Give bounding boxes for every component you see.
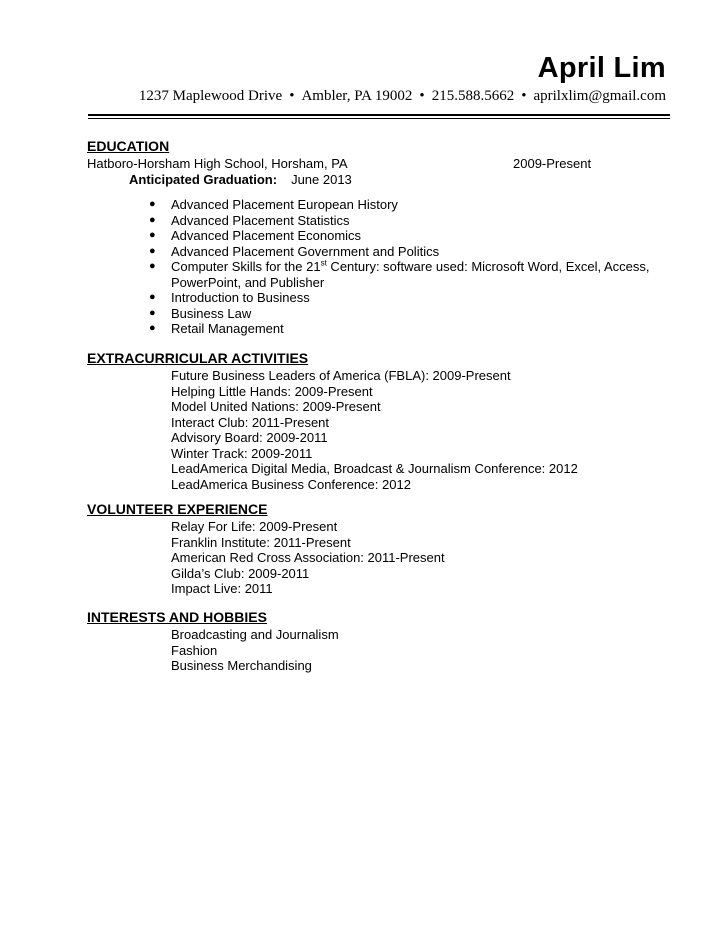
bullet-icon: ● [149, 198, 156, 210]
list-item: Relay For Life: 2009-Present [171, 519, 338, 534]
separator-bullet: • [521, 88, 527, 104]
list-item: Business Merchandising [171, 658, 312, 673]
list-item: Future Business Leaders of America (FBLA): 2009-Present [171, 368, 511, 383]
bullet-icon: ● [149, 244, 156, 257]
list-item: American Red Cross Association: 2011-Present [171, 550, 445, 565]
list-item: ● Business Law [149, 305, 252, 321]
list-item: ● Introduction to Business [149, 290, 310, 305]
list-item: Gilda’s Club: 2009-2011 [171, 565, 310, 581]
volunteer-list [171, 519, 445, 597]
interests-heading: INTERESTS AND HOBBIES [87, 609, 267, 625]
address: 1237 Maplewood Drive [138, 88, 283, 104]
superscript-st: st [320, 258, 327, 268]
list-item: ● Advanced Placement Government and Politics [149, 243, 440, 259]
list-item: Interact Club: 2011-Present [171, 414, 330, 430]
extracurricular-heading: EXTRACURRICULAR ACTIVITIES [87, 350, 309, 366]
city-state-zip: Ambler, PA 19002 [301, 88, 413, 104]
interests-list [171, 627, 339, 674]
bullet-icon: ● [149, 229, 156, 241]
bullet-icon: ● [149, 260, 156, 272]
list-item: Advisory Board: 2009-2011 [171, 430, 328, 445]
list-item: Broadcasting and Journalism [171, 627, 339, 642]
list-item: ● Advanced Placement Economics [149, 228, 362, 243]
separator-bullet: • [419, 88, 425, 104]
list-item: Impact Live: 2011 [171, 581, 273, 596]
phone: 215.588.5662 [431, 88, 515, 104]
list-item: LeadAmerica Business Conference: 2012 [171, 476, 411, 492]
email: aprilxlim@gmail.com [533, 88, 666, 104]
school-dates: 2009-Present [513, 156, 592, 171]
list-item: ● Computer Skills for the 21st Century: software used: Microsoft Word, Excel, Access, PowerPoint, and Publisher [149, 258, 650, 290]
contact-line [139, 88, 666, 105]
graduation-label: Anticipated Graduation: [129, 172, 278, 187]
list-item: Model United Nations: 2009-Present [171, 399, 381, 414]
list-item: ● Advanced Placement European History [149, 197, 398, 212]
list-item: Helping Little Hands: 2009-Present [171, 383, 373, 399]
list-item: LeadAmerica Digital Media, Broadcast & Journalism Conference: 2012 [171, 461, 578, 476]
list-item: ● Advanced Placement Statistics [149, 212, 350, 228]
bullet-icon: ● [149, 322, 156, 334]
bullet-icon: ● [149, 306, 156, 319]
extracurricular-list [171, 368, 578, 492]
candidate-name: April Lim [537, 52, 666, 84]
header-rule [88, 114, 670, 119]
bullet-icon: ● [149, 291, 156, 303]
education-heading: EDUCATION [87, 138, 170, 154]
separator-bullet: • [289, 88, 295, 104]
school-name: Hatboro-Horsham High School, Horsham, PA [87, 156, 348, 171]
graduation-date: June 2013 [291, 172, 352, 187]
course-list [148, 197, 668, 337]
volunteer-heading: VOLUNTEER EXPERIENCE [87, 501, 268, 517]
list-item: ● Retail Management [149, 321, 284, 336]
list-item: Winter Track: 2009-2011 [171, 445, 313, 461]
list-item: Fashion [171, 642, 218, 658]
list-item: Franklin Institute: 2011-Present [171, 534, 351, 550]
bullet-icon: ● [149, 213, 156, 226]
graduation-line [129, 172, 352, 188]
